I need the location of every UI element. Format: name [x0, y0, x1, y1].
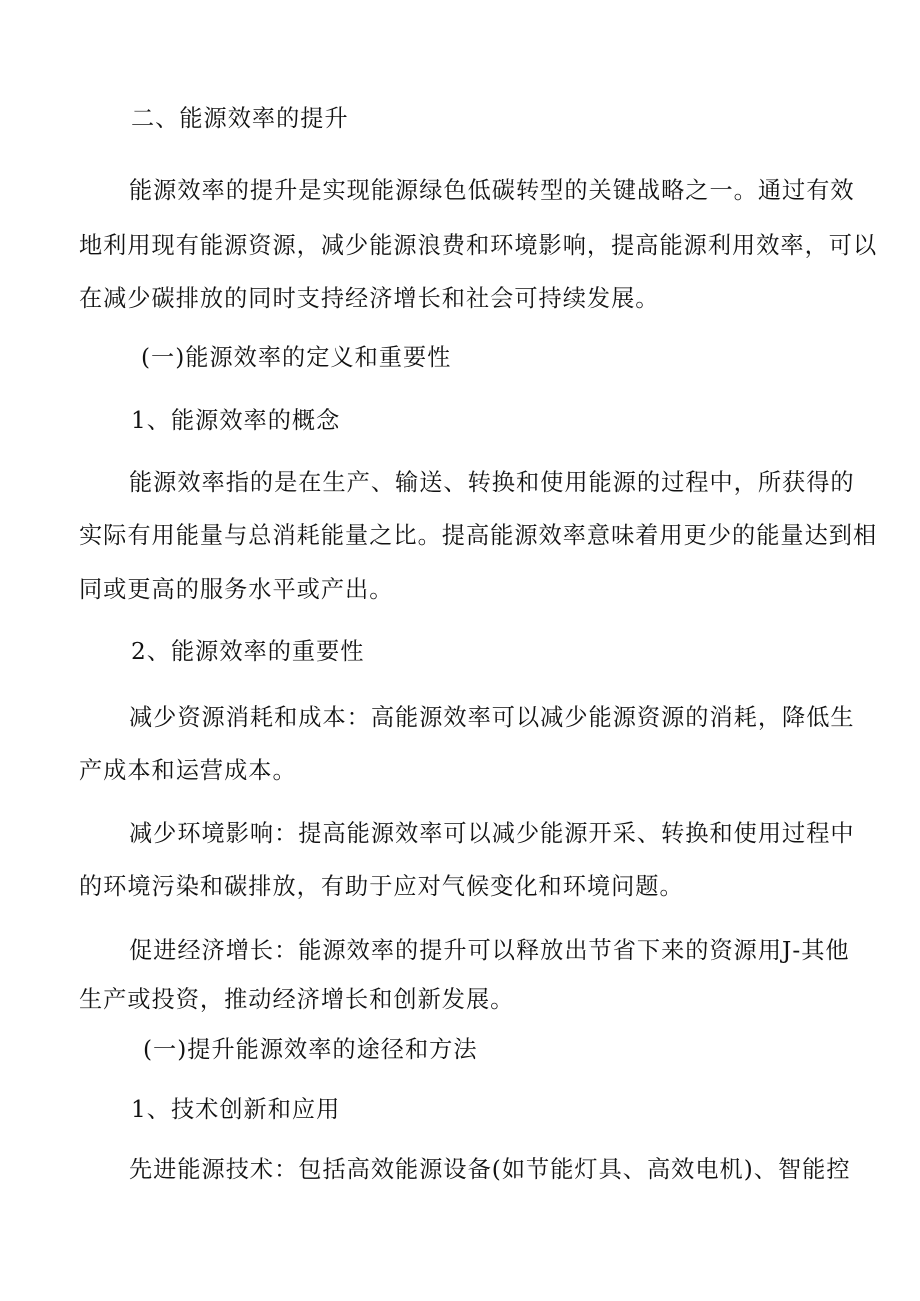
paragraph-line: 生产或投资，推动经济增长和创新发展。	[79, 986, 515, 1013]
paragraph-line: 减少环境影响：提高能源效率可以减少能源开采、转换和使用过程中	[129, 820, 855, 847]
paragraph-line: 实际有用能量与总消耗能量之比。提高能源效率意味着用更少的能量达到相	[79, 522, 878, 549]
paragraph-line: 同或更高的服务水平或产出。	[79, 576, 394, 603]
item-heading: 2、能源效率的重要性	[131, 638, 365, 665]
paragraph-line: 减少资源消耗和成本：高能源效率可以减少能源资源的消耗，降低生	[129, 704, 855, 731]
paragraph-line: 促进经济增长：能源效率的提升可以释放出节省下来的资源用J-其他	[129, 937, 850, 964]
paragraph-line: 能源效率的提升是实现能源绿色低碳转型的关键战略之一。通过有效	[129, 177, 855, 204]
subsection-heading: (一)提升能源效率的途径和方法	[143, 1036, 478, 1063]
paragraph-line: 产成本和运营成本。	[79, 757, 297, 784]
paragraph-line: 能源效率指的是在生产、输送、转换和使用能源的过程中，所获得的	[129, 469, 855, 496]
paragraph-line: 先进能源技术：包括高效能源设备(如节能灯具、高效电机)、智能控	[129, 1156, 851, 1183]
section-heading: 二、能源效率的提升	[131, 105, 349, 132]
subsection-heading: (一)能源效率的定义和重要性	[141, 344, 452, 371]
paragraph-line: 地利用现有能源资源，减少能源浪费和环境影响，提高能源利用效率，可以	[79, 232, 878, 259]
paragraph-line: 的环境污染和碳排放，有助于应对气候变化和环境问题。	[79, 873, 684, 900]
paragraph-line: 在减少碳排放的同时支持经济增长和社会可持续发展。	[79, 285, 660, 312]
item-heading: 1、能源效率的概念	[131, 407, 341, 434]
item-heading: 1、技术创新和应用	[131, 1096, 341, 1123]
